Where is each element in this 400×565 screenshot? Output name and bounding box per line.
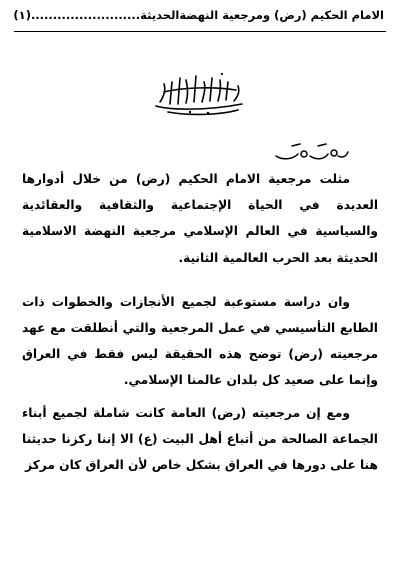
basmala-calligraphy bbox=[150, 68, 250, 118]
running-header bbox=[14, 8, 384, 28]
paragraph-3: ومع إن مرجعيته (رض) العامة كانت شاملة لجميع أبناء الجماعة الصالحة من أتباع أهل البيت (ع) الا إننا ركزنا حديثنا هنا على دورها في العراق بشكل خاص لأن العراق كان مركز bbox=[22, 405, 378, 473]
paragraph-1: مثلت مرجعية الامام الحكيم (رض) من خلال أدوارها العديدة في الحياة الإجتماعية والثقافية والعقائدية والسياسية في العالم الإسلامي مرجعية النهضة الاسلامية الحديثة بعد الحرب العالمية الثانية. bbox=[22, 172, 378, 265]
paragraph-2: وان دراسة مستوعبة لجميع الأنجازات والخطوات ذات الطابع التأسيسي في عمل المرجعية والتي أنطلقت مع عهد مرجعيته (رض) توضح هذه الحقيقة ليس فقط في العراق وإنما على صعيد كل بلدان عالمنا الإسلامي. bbox=[22, 294, 378, 388]
body-text bbox=[22, 166, 378, 478]
running-header-text: الامام الحكيم (رض) ومرجعية النهضةالحديثة.........................(١) bbox=[13, 8, 384, 22]
section-heading-calligraphy bbox=[272, 140, 352, 164]
header-divider bbox=[14, 31, 386, 32]
